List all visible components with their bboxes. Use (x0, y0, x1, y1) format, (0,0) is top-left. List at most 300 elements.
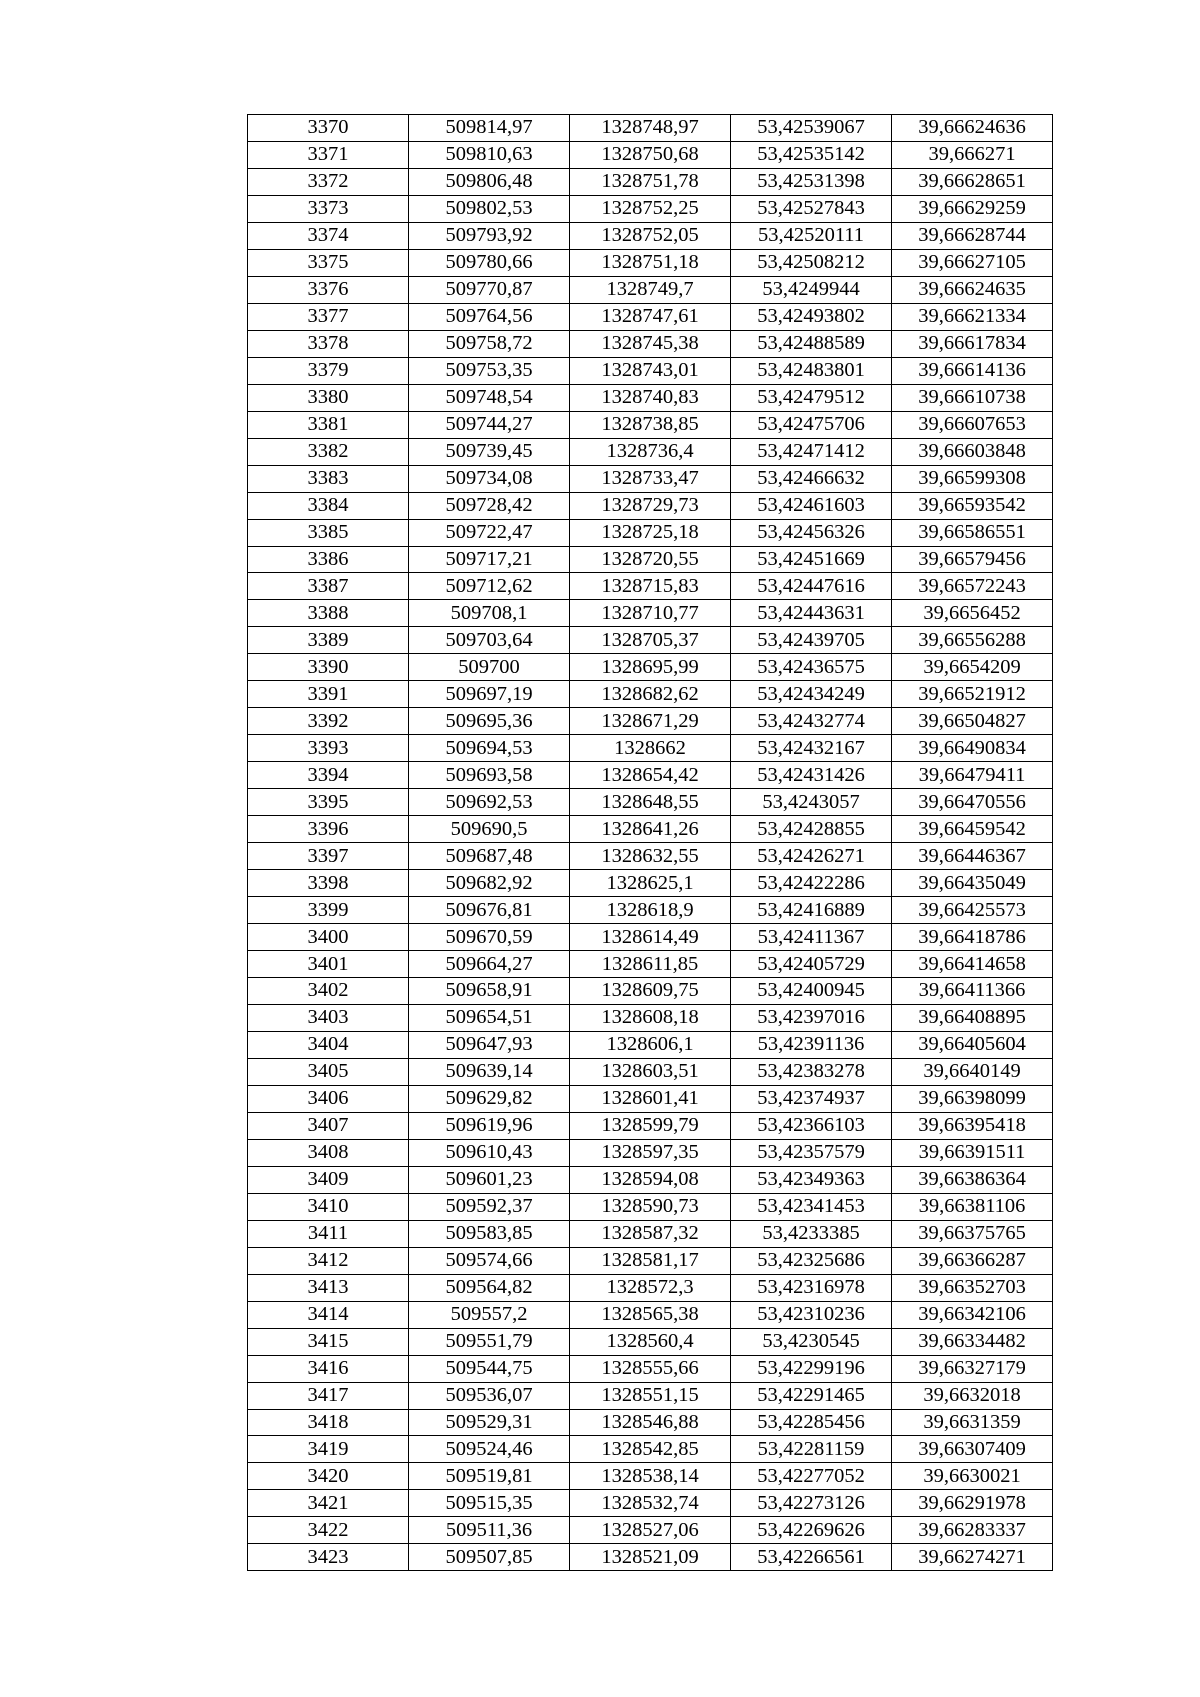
x-coordinate-cell: 509697,19 (409, 681, 570, 708)
y-coordinate-cell: 1328740,83 (570, 384, 731, 411)
x-coordinate-cell: 509524,46 (409, 1436, 570, 1463)
latitude-cell: 53,42277052 (731, 1463, 892, 1490)
latitude-cell: 53,42316978 (731, 1274, 892, 1301)
point-number-cell: 3391 (248, 681, 409, 708)
point-number-cell: 3379 (248, 357, 409, 384)
y-coordinate-cell: 1328608,18 (570, 1004, 731, 1031)
x-coordinate-cell: 509515,35 (409, 1490, 570, 1517)
point-number-cell: 3375 (248, 249, 409, 276)
y-coordinate-cell: 1328587,32 (570, 1220, 731, 1247)
table-row (248, 222, 1053, 249)
longitude-cell: 39,66621334 (892, 303, 1053, 330)
y-coordinate-cell: 1328671,29 (570, 708, 731, 735)
point-number-cell: 3408 (248, 1139, 409, 1166)
y-coordinate-cell: 1328745,38 (570, 330, 731, 357)
latitude-cell: 53,42411367 (731, 924, 892, 951)
y-coordinate-cell: 1328599,79 (570, 1112, 731, 1139)
table-row (248, 519, 1053, 546)
coordinates-table (247, 114, 1053, 1571)
point-number-cell: 3412 (248, 1247, 409, 1274)
x-coordinate-cell: 509810,63 (409, 141, 570, 168)
point-number-cell: 3399 (248, 897, 409, 924)
latitude-cell: 53,42466632 (731, 465, 892, 492)
latitude-cell: 53,42341453 (731, 1193, 892, 1220)
longitude-cell: 39,66386364 (892, 1166, 1053, 1193)
point-number-cell: 3402 (248, 978, 409, 1005)
table-row (248, 465, 1053, 492)
latitude-cell: 53,42539067 (731, 115, 892, 142)
y-coordinate-cell: 1328648,55 (570, 789, 731, 816)
latitude-cell: 53,42479512 (731, 384, 892, 411)
table-row (248, 330, 1053, 357)
latitude-cell: 53,42269626 (731, 1517, 892, 1544)
latitude-cell: 53,42483801 (731, 357, 892, 384)
table-row (248, 1031, 1053, 1058)
latitude-cell: 53,42426271 (731, 843, 892, 870)
y-coordinate-cell: 1328743,01 (570, 357, 731, 384)
y-coordinate-cell: 1328725,18 (570, 519, 731, 546)
latitude-cell: 53,42266561 (731, 1544, 892, 1571)
longitude-cell: 39,6640149 (892, 1058, 1053, 1085)
table-row (248, 762, 1053, 789)
point-number-cell: 3388 (248, 600, 409, 627)
latitude-cell: 53,42527843 (731, 195, 892, 222)
longitude-cell: 39,66274271 (892, 1544, 1053, 1571)
x-coordinate-cell: 509610,43 (409, 1139, 570, 1166)
y-coordinate-cell: 1328738,85 (570, 411, 731, 438)
table-row (248, 681, 1053, 708)
table-row (248, 1085, 1053, 1112)
table-row (248, 816, 1053, 843)
latitude-cell: 53,42366103 (731, 1112, 892, 1139)
x-coordinate-cell: 509717,21 (409, 546, 570, 573)
y-coordinate-cell: 1328565,38 (570, 1301, 731, 1328)
y-coordinate-cell: 1328594,08 (570, 1166, 731, 1193)
latitude-cell: 53,42349363 (731, 1166, 892, 1193)
point-number-cell: 3423 (248, 1544, 409, 1571)
x-coordinate-cell: 509639,14 (409, 1058, 570, 1085)
y-coordinate-cell: 1328750,68 (570, 141, 731, 168)
point-number-cell: 3376 (248, 276, 409, 303)
point-number-cell: 3393 (248, 735, 409, 762)
latitude-cell: 53,42325686 (731, 1247, 892, 1274)
x-coordinate-cell: 509574,66 (409, 1247, 570, 1274)
point-number-cell: 3385 (248, 519, 409, 546)
y-coordinate-cell: 1328551,15 (570, 1382, 731, 1409)
longitude-cell: 39,66556288 (892, 627, 1053, 654)
x-coordinate-cell: 509703,64 (409, 627, 570, 654)
y-coordinate-cell: 1328662 (570, 735, 731, 762)
table-row (248, 600, 1053, 627)
table-row (248, 978, 1053, 1005)
table-row (248, 546, 1053, 573)
latitude-cell: 53,42535142 (731, 141, 892, 168)
point-number-cell: 3389 (248, 627, 409, 654)
y-coordinate-cell: 1328720,55 (570, 546, 731, 573)
point-number-cell: 3411 (248, 1220, 409, 1247)
table-row (248, 1544, 1053, 1571)
point-number-cell: 3380 (248, 384, 409, 411)
latitude-cell: 53,42475706 (731, 411, 892, 438)
point-number-cell: 3406 (248, 1085, 409, 1112)
longitude-cell: 39,66617834 (892, 330, 1053, 357)
table-row (248, 870, 1053, 897)
latitude-cell: 53,42397016 (731, 1004, 892, 1031)
table-row (248, 411, 1053, 438)
latitude-cell: 53,42439705 (731, 627, 892, 654)
longitude-cell: 39,66624636 (892, 115, 1053, 142)
y-coordinate-cell: 1328715,83 (570, 573, 731, 600)
y-coordinate-cell: 1328654,42 (570, 762, 731, 789)
x-coordinate-cell: 509507,85 (409, 1544, 570, 1571)
point-number-cell: 3407 (248, 1112, 409, 1139)
x-coordinate-cell: 509764,56 (409, 303, 570, 330)
x-coordinate-cell: 509592,37 (409, 1193, 570, 1220)
point-number-cell: 3370 (248, 115, 409, 142)
x-coordinate-cell: 509734,08 (409, 465, 570, 492)
y-coordinate-cell: 1328747,61 (570, 303, 731, 330)
longitude-cell: 39,66283337 (892, 1517, 1053, 1544)
table-row (248, 1139, 1053, 1166)
y-coordinate-cell: 1328581,17 (570, 1247, 731, 1274)
longitude-cell: 39,6631359 (892, 1409, 1053, 1436)
table-row (248, 492, 1053, 519)
point-number-cell: 3383 (248, 465, 409, 492)
point-number-cell: 3382 (248, 438, 409, 465)
table-row (248, 168, 1053, 195)
point-number-cell: 3371 (248, 141, 409, 168)
point-number-cell: 3394 (248, 762, 409, 789)
coordinates-table-body (248, 115, 1053, 1571)
point-number-cell: 3417 (248, 1382, 409, 1409)
longitude-cell: 39,66408895 (892, 1004, 1053, 1031)
table-row (248, 897, 1053, 924)
table-row (248, 627, 1053, 654)
point-number-cell: 3404 (248, 1031, 409, 1058)
x-coordinate-cell: 509694,53 (409, 735, 570, 762)
point-number-cell: 3387 (248, 573, 409, 600)
x-coordinate-cell: 509676,81 (409, 897, 570, 924)
point-number-cell: 3378 (248, 330, 409, 357)
x-coordinate-cell: 509814,97 (409, 115, 570, 142)
table-row (248, 1166, 1053, 1193)
y-coordinate-cell: 1328538,14 (570, 1463, 731, 1490)
latitude-cell: 53,42285456 (731, 1409, 892, 1436)
longitude-cell: 39,66627105 (892, 249, 1053, 276)
x-coordinate-cell: 509780,66 (409, 249, 570, 276)
latitude-cell: 53,42299196 (731, 1355, 892, 1382)
point-number-cell: 3397 (248, 843, 409, 870)
longitude-cell: 39,66334482 (892, 1328, 1053, 1355)
x-coordinate-cell: 509687,48 (409, 843, 570, 870)
y-coordinate-cell: 1328733,47 (570, 465, 731, 492)
y-coordinate-cell: 1328641,26 (570, 816, 731, 843)
table-row (248, 384, 1053, 411)
longitude-cell: 39,66381106 (892, 1193, 1053, 1220)
point-number-cell: 3373 (248, 195, 409, 222)
longitude-cell: 39,66614136 (892, 357, 1053, 384)
x-coordinate-cell: 509728,42 (409, 492, 570, 519)
table-row (248, 141, 1053, 168)
latitude-cell: 53,42431426 (731, 762, 892, 789)
x-coordinate-cell: 509753,35 (409, 357, 570, 384)
x-coordinate-cell: 509802,53 (409, 195, 570, 222)
x-coordinate-cell: 509601,23 (409, 1166, 570, 1193)
x-coordinate-cell: 509670,59 (409, 924, 570, 951)
point-number-cell: 3405 (248, 1058, 409, 1085)
latitude-cell: 53,4233385 (731, 1220, 892, 1247)
latitude-cell: 53,42493802 (731, 303, 892, 330)
y-coordinate-cell: 1328572,3 (570, 1274, 731, 1301)
table-row (248, 195, 1053, 222)
longitude-cell: 39,66327179 (892, 1355, 1053, 1382)
x-coordinate-cell: 509544,75 (409, 1355, 570, 1382)
longitude-cell: 39,66586551 (892, 519, 1053, 546)
longitude-cell: 39,66624635 (892, 276, 1053, 303)
point-number-cell: 3416 (248, 1355, 409, 1382)
table-row (248, 1409, 1053, 1436)
latitude-cell: 53,42422286 (731, 870, 892, 897)
table-row (248, 1247, 1053, 1274)
y-coordinate-cell: 1328749,7 (570, 276, 731, 303)
point-number-cell: 3384 (248, 492, 409, 519)
table-row (248, 654, 1053, 681)
table-row (248, 1517, 1053, 1544)
latitude-cell: 53,4249944 (731, 276, 892, 303)
y-coordinate-cell: 1328748,97 (570, 115, 731, 142)
table-row (248, 357, 1053, 384)
table-row (248, 573, 1053, 600)
x-coordinate-cell: 509619,96 (409, 1112, 570, 1139)
longitude-cell: 39,66459542 (892, 816, 1053, 843)
y-coordinate-cell: 1328527,06 (570, 1517, 731, 1544)
table-row (248, 1490, 1053, 1517)
table-row (248, 1274, 1053, 1301)
point-number-cell: 3413 (248, 1274, 409, 1301)
y-coordinate-cell: 1328751,78 (570, 168, 731, 195)
point-number-cell: 3386 (248, 546, 409, 573)
y-coordinate-cell: 1328606,1 (570, 1031, 731, 1058)
table-row (248, 735, 1053, 762)
point-number-cell: 3372 (248, 168, 409, 195)
table-row (248, 1382, 1053, 1409)
x-coordinate-cell: 509690,5 (409, 816, 570, 843)
table-row (248, 951, 1053, 978)
table-row (248, 924, 1053, 951)
table-row (248, 1112, 1053, 1139)
table-row (248, 1004, 1053, 1031)
table-row (248, 1463, 1053, 1490)
table-row (248, 1355, 1053, 1382)
x-coordinate-cell: 509583,85 (409, 1220, 570, 1247)
y-coordinate-cell: 1328682,62 (570, 681, 731, 708)
y-coordinate-cell: 1328752,05 (570, 222, 731, 249)
point-number-cell: 3377 (248, 303, 409, 330)
latitude-cell: 53,42400945 (731, 978, 892, 1005)
y-coordinate-cell: 1328710,77 (570, 600, 731, 627)
point-number-cell: 3414 (248, 1301, 409, 1328)
y-coordinate-cell: 1328542,85 (570, 1436, 731, 1463)
x-coordinate-cell: 509692,53 (409, 789, 570, 816)
y-coordinate-cell: 1328546,88 (570, 1409, 731, 1436)
longitude-cell: 39,66391511 (892, 1139, 1053, 1166)
longitude-cell: 39,66418786 (892, 924, 1053, 951)
longitude-cell: 39,66405604 (892, 1031, 1053, 1058)
longitude-cell: 39,66593542 (892, 492, 1053, 519)
latitude-cell: 53,42273126 (731, 1490, 892, 1517)
longitude-cell: 39,66470556 (892, 789, 1053, 816)
y-coordinate-cell: 1328609,75 (570, 978, 731, 1005)
point-number-cell: 3401 (248, 951, 409, 978)
y-coordinate-cell: 1328736,4 (570, 438, 731, 465)
point-number-cell: 3395 (248, 789, 409, 816)
longitude-cell: 39,66610738 (892, 384, 1053, 411)
y-coordinate-cell: 1328597,35 (570, 1139, 731, 1166)
longitude-cell: 39,66599308 (892, 465, 1053, 492)
latitude-cell: 53,42391136 (731, 1031, 892, 1058)
table-row (248, 1193, 1053, 1220)
x-coordinate-cell: 509557,2 (409, 1301, 570, 1328)
longitude-cell: 39,66628651 (892, 168, 1053, 195)
x-coordinate-cell: 509564,82 (409, 1274, 570, 1301)
table-row (248, 276, 1053, 303)
table-row (248, 1220, 1053, 1247)
latitude-cell: 53,42447616 (731, 573, 892, 600)
latitude-cell: 53,42488589 (731, 330, 892, 357)
latitude-cell: 53,42531398 (731, 168, 892, 195)
longitude-cell: 39,6632018 (892, 1382, 1053, 1409)
latitude-cell: 53,42374937 (731, 1085, 892, 1112)
longitude-cell: 39,66504827 (892, 708, 1053, 735)
x-coordinate-cell: 509664,27 (409, 951, 570, 978)
longitude-cell: 39,66607653 (892, 411, 1053, 438)
longitude-cell: 39,66579456 (892, 546, 1053, 573)
x-coordinate-cell: 509695,36 (409, 708, 570, 735)
point-number-cell: 3415 (248, 1328, 409, 1355)
table-row (248, 1328, 1053, 1355)
y-coordinate-cell: 1328695,99 (570, 654, 731, 681)
latitude-cell: 53,42436575 (731, 654, 892, 681)
table-row (248, 303, 1053, 330)
x-coordinate-cell: 509712,62 (409, 573, 570, 600)
point-number-cell: 3400 (248, 924, 409, 951)
y-coordinate-cell: 1328632,55 (570, 843, 731, 870)
latitude-cell: 53,42405729 (731, 951, 892, 978)
longitude-cell: 39,66435049 (892, 870, 1053, 897)
x-coordinate-cell: 509770,87 (409, 276, 570, 303)
longitude-cell: 39,66307409 (892, 1436, 1053, 1463)
point-number-cell: 3374 (248, 222, 409, 249)
x-coordinate-cell: 509551,79 (409, 1328, 570, 1355)
point-number-cell: 3381 (248, 411, 409, 438)
x-coordinate-cell: 509519,81 (409, 1463, 570, 1490)
longitude-cell: 39,66398099 (892, 1085, 1053, 1112)
y-coordinate-cell: 1328555,66 (570, 1355, 731, 1382)
table-row (248, 708, 1053, 735)
x-coordinate-cell: 509654,51 (409, 1004, 570, 1031)
longitude-cell: 39,66366287 (892, 1247, 1053, 1274)
x-coordinate-cell: 509682,92 (409, 870, 570, 897)
x-coordinate-cell: 509748,54 (409, 384, 570, 411)
y-coordinate-cell: 1328601,41 (570, 1085, 731, 1112)
longitude-cell: 39,66352703 (892, 1274, 1053, 1301)
latitude-cell: 53,42461603 (731, 492, 892, 519)
table-row (248, 1436, 1053, 1463)
table-row (248, 1058, 1053, 1085)
point-number-cell: 3418 (248, 1409, 409, 1436)
point-number-cell: 3390 (248, 654, 409, 681)
latitude-cell: 53,42443631 (731, 600, 892, 627)
longitude-cell: 39,66414658 (892, 951, 1053, 978)
x-coordinate-cell: 509793,92 (409, 222, 570, 249)
latitude-cell: 53,42434249 (731, 681, 892, 708)
longitude-cell: 39,66425573 (892, 897, 1053, 924)
longitude-cell: 39,66395418 (892, 1112, 1053, 1139)
longitude-cell: 39,66479411 (892, 762, 1053, 789)
x-coordinate-cell: 509629,82 (409, 1085, 570, 1112)
y-coordinate-cell: 1328532,74 (570, 1490, 731, 1517)
point-number-cell: 3403 (248, 1004, 409, 1031)
latitude-cell: 53,42508212 (731, 249, 892, 276)
y-coordinate-cell: 1328521,09 (570, 1544, 731, 1571)
y-coordinate-cell: 1328705,37 (570, 627, 731, 654)
y-coordinate-cell: 1328751,18 (570, 249, 731, 276)
longitude-cell: 39,66628744 (892, 222, 1053, 249)
table-row (248, 438, 1053, 465)
y-coordinate-cell: 1328560,4 (570, 1328, 731, 1355)
point-number-cell: 3410 (248, 1193, 409, 1220)
latitude-cell: 53,42432774 (731, 708, 892, 735)
point-number-cell: 3396 (248, 816, 409, 843)
y-coordinate-cell: 1328752,25 (570, 195, 731, 222)
x-coordinate-cell: 509536,07 (409, 1382, 570, 1409)
latitude-cell: 53,42383278 (731, 1058, 892, 1085)
longitude-cell: 39,66572243 (892, 573, 1053, 600)
longitude-cell: 39,6654209 (892, 654, 1053, 681)
latitude-cell: 53,4230545 (731, 1328, 892, 1355)
longitude-cell: 39,66629259 (892, 195, 1053, 222)
latitude-cell: 53,42416889 (731, 897, 892, 924)
y-coordinate-cell: 1328625,1 (570, 870, 731, 897)
table-row (248, 115, 1053, 142)
y-coordinate-cell: 1328614,49 (570, 924, 731, 951)
latitude-cell: 53,42432167 (731, 735, 892, 762)
x-coordinate-cell: 509708,1 (409, 600, 570, 627)
x-coordinate-cell: 509739,45 (409, 438, 570, 465)
longitude-cell: 39,66603848 (892, 438, 1053, 465)
x-coordinate-cell: 509806,48 (409, 168, 570, 195)
x-coordinate-cell: 509647,93 (409, 1031, 570, 1058)
x-coordinate-cell: 509529,31 (409, 1409, 570, 1436)
point-number-cell: 3409 (248, 1166, 409, 1193)
longitude-cell: 39,66375765 (892, 1220, 1053, 1247)
y-coordinate-cell: 1328603,51 (570, 1058, 731, 1085)
table-row (248, 249, 1053, 276)
longitude-cell: 39,66490834 (892, 735, 1053, 762)
latitude-cell: 53,42456326 (731, 519, 892, 546)
x-coordinate-cell: 509693,58 (409, 762, 570, 789)
table-row (248, 843, 1053, 870)
x-coordinate-cell: 509658,91 (409, 978, 570, 1005)
longitude-cell: 39,66291978 (892, 1490, 1053, 1517)
x-coordinate-cell: 509744,27 (409, 411, 570, 438)
longitude-cell: 39,66446367 (892, 843, 1053, 870)
latitude-cell: 53,42310236 (731, 1301, 892, 1328)
point-number-cell: 3419 (248, 1436, 409, 1463)
point-number-cell: 3398 (248, 870, 409, 897)
latitude-cell: 53,42451669 (731, 546, 892, 573)
x-coordinate-cell: 509511,36 (409, 1517, 570, 1544)
